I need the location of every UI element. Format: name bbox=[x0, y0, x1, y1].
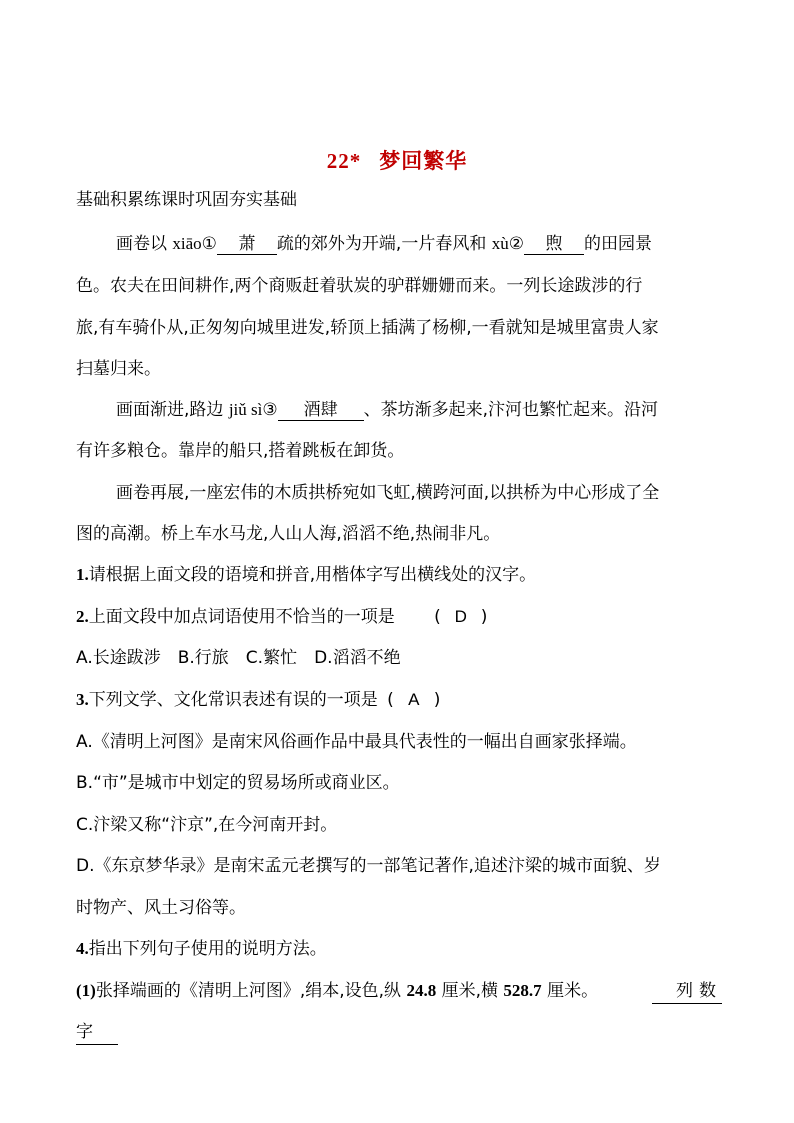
question-number: 1. bbox=[76, 565, 89, 584]
passage-p2-line2: 有许多粮仓。靠岸的船只,搭着跳板在卸货。 bbox=[76, 441, 405, 461]
passage-text: 画卷以 bbox=[116, 234, 167, 254]
question-text: 张择端画的《清明上河图》,绢本,设色,纵 bbox=[95, 981, 402, 1001]
answer-blank[interactable]: 列数 bbox=[652, 979, 722, 1004]
passage-text: 疏的郊外为开端,一片春风和 bbox=[276, 234, 487, 254]
question-3-option-d-line2: 时物产、风土习俗等。 bbox=[76, 898, 246, 918]
question-text: 指出下列句子使用的说明方法。 bbox=[88, 939, 327, 959]
question-2 bbox=[76, 605, 487, 629]
passage-p1-line4: 扫墓归来。 bbox=[76, 359, 161, 379]
answer-blank-continued[interactable]: 字 bbox=[76, 1020, 118, 1045]
pinyin-hint: xiāo① bbox=[172, 234, 217, 253]
passage-p1-line3: 旅,有车骑仆从,正匆匆向城里进发,轿顶上插满了杨柳,一看就知是城里富贵人家 bbox=[76, 318, 659, 338]
question-2-options: A.长途跋涉 B.行旅 C.繁忙 D.滔滔不绝 bbox=[76, 648, 401, 668]
sub-question-number: (1) bbox=[76, 981, 96, 1000]
fill-blank[interactable]: 萧 bbox=[217, 234, 277, 255]
passage-p1-line2: 色。农夫在田间耕作,两个商贩赶着驮炭的驴群姗姗而来。一列长途跋涉的行 bbox=[76, 276, 643, 296]
question-number: 2. bbox=[76, 607, 89, 626]
pinyin-hint: xù② bbox=[491, 234, 524, 253]
answer-choice[interactable]: A bbox=[408, 690, 420, 709]
question-3-option-a: A.《清明上河图》是南宋风俗画作品中最具代表性的一幅出自画家张择端。 bbox=[76, 732, 637, 752]
pinyin-hint: jiǔ sì③ bbox=[228, 400, 278, 419]
question-3-option-c: C.汴梁又称“汴京”,在今河南开封。 bbox=[76, 815, 338, 835]
page-title bbox=[0, 145, 794, 175]
question-number: 3. bbox=[76, 690, 89, 709]
passage-text: 的田园景 bbox=[583, 234, 652, 254]
question-text: 厘米,横 bbox=[441, 981, 499, 1001]
question-text: 厘米。 bbox=[547, 981, 599, 1001]
question-text: 请根据上面文段的语境和拼音,用楷体字写出横线处的汉字。 bbox=[88, 565, 537, 585]
answer-paren: ( A ) bbox=[387, 690, 441, 710]
answer-choice[interactable]: D bbox=[454, 607, 467, 626]
question-text: 下列文学、文化常识表述有误的一项是 bbox=[88, 690, 378, 710]
question-3-option-b: B.“市”是城市中划定的贸易场所或商业区。 bbox=[76, 773, 400, 793]
question-1 bbox=[76, 563, 536, 587]
passage-text: 画面渐进,路边 bbox=[116, 400, 224, 420]
question-4-item-1 bbox=[76, 979, 598, 1003]
passage-p2-line1 bbox=[116, 398, 658, 422]
passage-p1-line1 bbox=[116, 232, 652, 256]
lesson-number: 22* bbox=[326, 149, 362, 173]
passage-text: 、茶坊渐多起来,汴河也繁忙起来。沿河 bbox=[363, 400, 658, 420]
question-3 bbox=[76, 688, 440, 712]
measure-value: 528.7 bbox=[503, 981, 542, 1000]
passage-p3-line2: 图的高潮。桥上车水马龙,人山人海,滔滔不绝,热闹非凡。 bbox=[76, 524, 501, 544]
question-4 bbox=[76, 937, 327, 961]
measure-value: 24.8 bbox=[406, 981, 437, 1000]
fill-blank[interactable]: 煦 bbox=[524, 234, 584, 255]
lesson-title: 梦回繁华 bbox=[379, 149, 468, 173]
question-text: 上面文段中加点词语使用不恰当的一项是 bbox=[88, 607, 395, 627]
passage-p3-line1: 画卷再展,一座宏伟的木质拱桥宛如飞虹,横跨河面,以拱桥为中心形成了全 bbox=[116, 483, 660, 503]
answer-paren: ( D ) bbox=[434, 607, 488, 627]
fill-blank[interactable]: 酒肆 bbox=[278, 400, 364, 421]
question-3-option-d-line1: D.《东京梦华录》是南宋孟元老撰写的一部笔记著作,追述汴梁的城市面貌、岁 bbox=[76, 856, 661, 876]
question-number: 4. bbox=[76, 939, 89, 958]
section-label: 基础积累练课时巩固夯实基础 bbox=[76, 190, 297, 210]
